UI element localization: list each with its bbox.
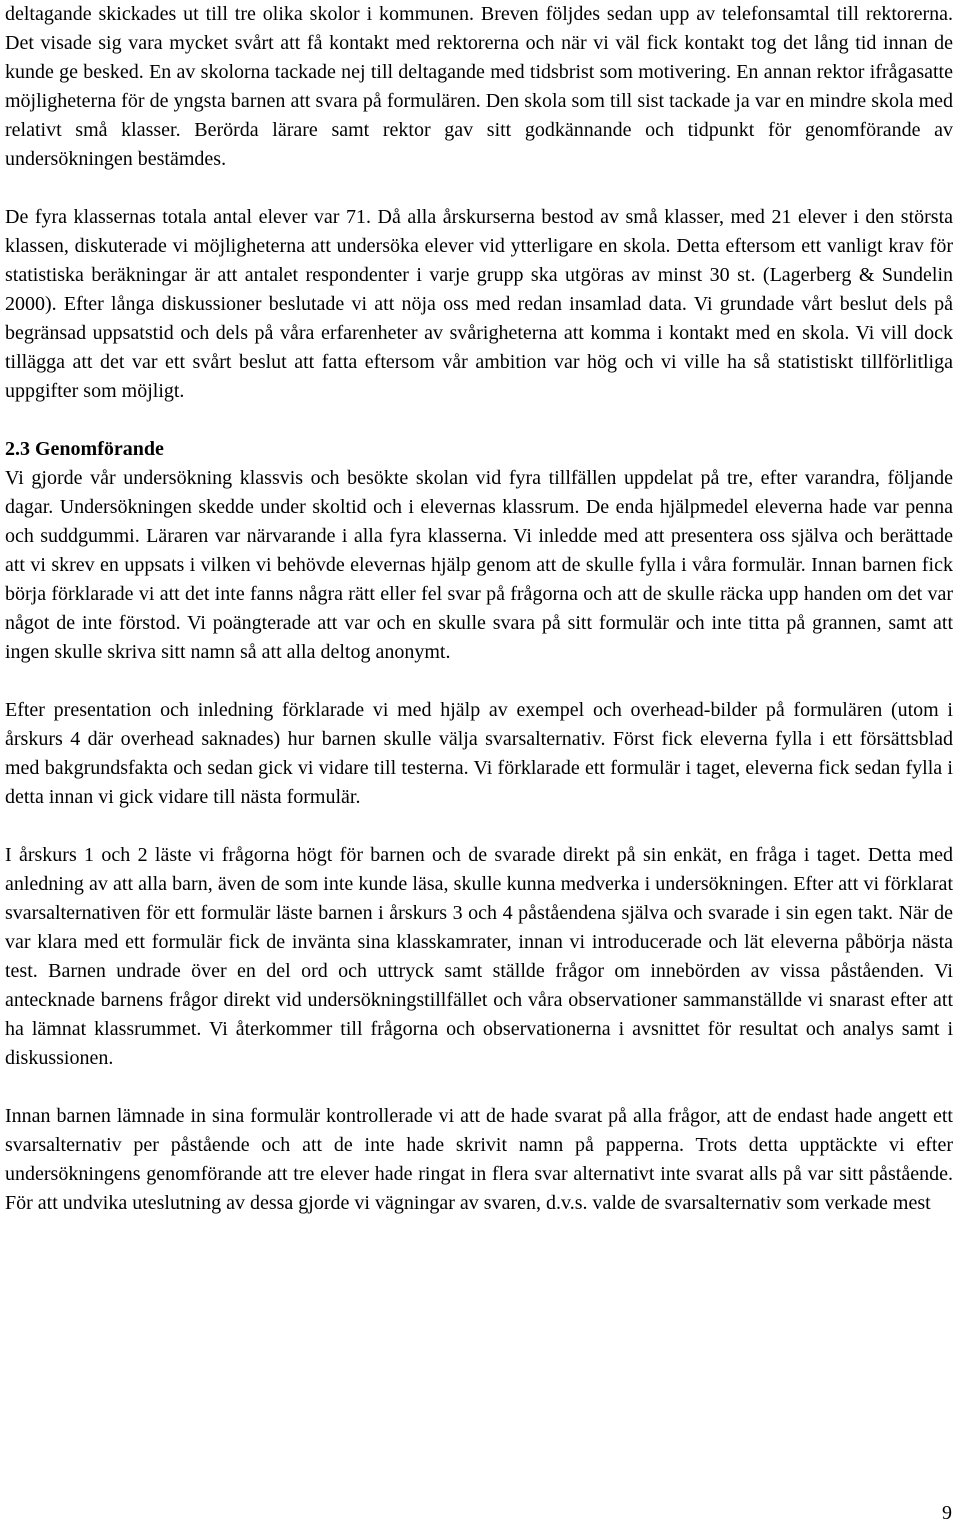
paragraph-spacer <box>5 667 953 696</box>
paragraph-spacer <box>5 812 953 841</box>
paragraph-school-contact: deltagande skickades ut till tre olika skolor i kommunen. Breven följdes sedan upp av telefonsamtal till rektorerna. Det visade sig vara mycket svårt att få kontakt med rektorerna och när vi väl fick kontakt tog det lång tid innan de kunde ge besked. En av skolorna tackade nej till deltagande med tidsbrist som motivering. En annan rektor ifrågasatte möjligheterna för de yngsta barnen att svara på formulären. Den skola som till sist tackade ja var en mindre skola med relativt små klasser. Berörda lärare samt rektor gav sitt godkännande och tidpunkt för genomförande av undersökningen bestämdes. <box>5 3 953 170</box>
paragraph-student-count: De fyra klassernas totala antal elever var 71. Då alla årskurserna bestod av små klasser, med 21 elever i den största klassen, diskuterade vi möjligheterna att undersöka elever vid ytterligare en skola. Detta eftersom ett vanligt krav för statistiska beräkningar är att antalet respondenter i varje grupp ska utgöras av minst 30 st. (Lagerberg & Sundelin 2000). Efter långa diskussioner beslutade vi att nöja oss med redan insamlad data. Vi grundade vårt beslut dels på begränsad uppsatstid och dels på våra erfarenheter av svårigheterna att komma i kontakt med en skola. Vi vill dock tillägga att det var ett svårt beslut att fatta eftersom vår ambition var hög och vi ville ha så statistiskt tillförlitliga uppgifter som möjligt. <box>5 206 953 402</box>
page-number: 9 <box>942 1502 952 1524</box>
paragraph-spacer <box>5 406 953 435</box>
paragraph-spacer <box>5 174 953 203</box>
paragraph-spacer <box>5 1073 953 1102</box>
paragraph-form-check: Innan barnen lämnade in sina formulär kontrollerade vi att de hade svarat på alla frågor, att de endast hade angett ett svarsalternativ per påstående och att de inte hade skrivit namn på papperna. Trots detta upptäckte vi efter undersökningens genomförande att tre elever hade ringat in flera svar alternativt inte svarat alls på var sitt påstående. För att undvika uteslutning av dessa gjorde vi vägningar av svaren, d.v.s. valde de svarsalternativ som verkade mest <box>5 1105 953 1214</box>
section-heading: 2.3 Genomförande <box>5 438 164 460</box>
paragraph-grades: I årskurs 1 och 2 läste vi frågorna högt för barnen och de svarade direkt på sin enkät, en fråga i taget. Detta med anledning av att alla barn, även de som inte kunde läsa, skulle kunna medverka i undersökningen. Efter att vi förklarat svarsalternativen för ett formulär läste barnen i årskurs 3 och 4 påståendena själva och svarade i sin egen takt. När de var klara med ett formulär fick de invänta sina klasskamrater, innan vi introducerade och lät eleverna påbörja nästa test. Barnen undrade över en del ord och uttryck samt ställde frågor om innebörden av vissa påståenden. Vi antecknade barnens frågor direkt vid undersökningstillfället och våra observationer sammanställde vi snarast efter att ha lämnat klassrummet. Vi återkommer till frågorna och observationerna i avsnittet för resultat och analys samt i diskussionen. <box>5 844 953 1069</box>
paragraph-presentation: Efter presentation och inledning förklarade vi med hjälp av exempel och overhead-bilder på formulären (utom i årskurs 4 där overhead saknades) hur barnen skulle välja svarsalternativ. Först fick eleverna fylla i ett försättsblad med bakgrundsfakta och sedan gick vi vidare till testerna. Vi förklarade ett formulär i taget, eleverna fick sedan fylla i detta innan vi gick vidare till nästa formulär. <box>5 699 953 808</box>
document-page <box>5 0 953 1218</box>
paragraph-procedure: Vi gjorde vår undersökning klassvis och besökte skolan vid fyra tillfällen uppdelat på tre, efter varandra, följande dagar. Undersökningen skedde under skoltid och i elevernas klassrum. De enda hjälpmedel eleverna hade var penna och suddgummi. Läraren var närvarande i alla fyra klasserna. Vi inledde med att presentera oss själva och berättade att vi skrev en uppsats i vilken vi behövde elevernas hjälp genom att de skulle fylla i våra formulär. Innan barnen fick börja förklarade vi att det inte fanns några rätt eller fel svar på frågorna och att de skulle räcka upp handen om det var något de inte förstod. Vi poängterade att var och en skulle svara på sitt formulär och inte titta på grannen, samt att ingen skulle skriva sitt namn så att alla deltog anonymt. <box>5 467 953 663</box>
